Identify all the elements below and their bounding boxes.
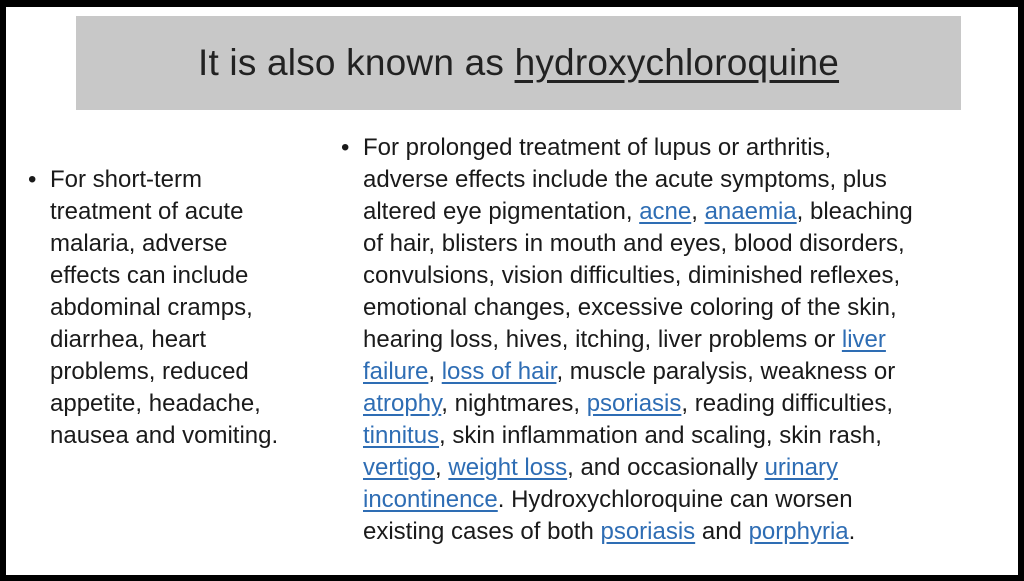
right-bullet-line bbox=[363, 484, 1013, 516]
text-segment: For prolonged treatment of lupus or arthritis, bbox=[363, 134, 832, 161]
right-bullet-line bbox=[363, 196, 1013, 228]
text-segment: , nightmares, bbox=[441, 390, 587, 417]
link-porphyria[interactable]: porphyria bbox=[748, 518, 849, 545]
left-bullet-line: appetite, headache, bbox=[50, 390, 261, 417]
left-bullet-line: nausea and vomiting. bbox=[50, 422, 279, 449]
right-bullet-line bbox=[363, 420, 1013, 452]
right-bullet-line bbox=[363, 516, 1013, 548]
text-segment: of hair, blisters in mouth and eyes, blood disorders, bbox=[363, 230, 905, 257]
link-liver[interactable]: liver bbox=[841, 326, 886, 353]
text-segment: , and occasionally bbox=[567, 454, 765, 481]
link-anaemia[interactable]: anaemia bbox=[704, 198, 797, 225]
right-bullet-line bbox=[363, 292, 1013, 324]
left-bullet-line: problems, reduced bbox=[50, 358, 249, 385]
text-segment: , muscle paralysis, weakness or bbox=[556, 358, 896, 385]
link-failure[interactable]: failure bbox=[363, 358, 429, 385]
text-segment: altered eye pigmentation, bbox=[363, 198, 640, 225]
link-psoriasis[interactable]: psoriasis bbox=[600, 518, 696, 545]
left-bullet-line: effects can include bbox=[50, 262, 249, 289]
link-vertigo[interactable]: vertigo bbox=[363, 454, 436, 481]
link-loss-of-hair[interactable]: loss of hair bbox=[441, 358, 557, 385]
right-bullet-item bbox=[341, 132, 1013, 548]
slide-title bbox=[198, 42, 839, 84]
left-bullet-text bbox=[50, 164, 328, 452]
title-bar bbox=[76, 16, 961, 110]
text-segment: , bbox=[435, 454, 449, 481]
text-segment: . bbox=[848, 518, 856, 545]
bullet-dot-icon: • bbox=[28, 166, 37, 193]
right-bullet-line bbox=[363, 260, 1013, 292]
left-bullet-list bbox=[28, 164, 328, 452]
left-bullet-line: abdominal cramps, bbox=[50, 294, 253, 321]
right-bullet-line bbox=[363, 164, 1013, 196]
right-bullet-line bbox=[363, 388, 1013, 420]
left-bullet-line: treatment of acute bbox=[50, 198, 244, 225]
left-bullet-item bbox=[28, 164, 328, 452]
text-segment: adverse effects include the acute symptoms, plus bbox=[363, 166, 887, 193]
link-psoriasis[interactable]: psoriasis bbox=[586, 390, 682, 417]
link-weight-loss[interactable]: weight loss bbox=[448, 454, 568, 481]
right-bullet-line bbox=[363, 356, 1013, 388]
text-segment: hearing loss, hives, itching, liver problems or bbox=[363, 326, 842, 353]
text-segment: , skin inflammation and scaling, skin rash, bbox=[439, 422, 882, 449]
link-urinary[interactable]: urinary bbox=[764, 454, 838, 481]
right-bullet-text bbox=[363, 132, 1013, 548]
left-bullet-line: For short-term bbox=[50, 166, 203, 193]
text-segment: . Hydroxychloroquine can worsen bbox=[497, 486, 853, 513]
text-segment: , bbox=[428, 358, 442, 385]
link-atrophy[interactable]: atrophy bbox=[363, 390, 442, 417]
link-tinnitus[interactable]: tinnitus bbox=[363, 422, 440, 449]
left-bullet-line: malaria, adverse bbox=[50, 230, 228, 257]
bullet-dot-icon: • bbox=[341, 134, 350, 161]
left-bullet-line: diarrhea, heart bbox=[50, 326, 207, 353]
title-underlined-term: hydroxychloroquine bbox=[514, 42, 840, 83]
right-bullet-list bbox=[341, 132, 1013, 548]
right-bullet-line bbox=[363, 324, 1013, 356]
right-bullet-line bbox=[363, 228, 1013, 260]
right-bullet-line bbox=[363, 452, 1013, 484]
text-segment: , reading difficulties, bbox=[681, 390, 894, 417]
text-segment: and bbox=[695, 518, 749, 545]
text-segment: convulsions, vision difficulties, diminished reflexes, bbox=[363, 262, 901, 289]
text-segment: , bleaching bbox=[796, 198, 913, 225]
slide bbox=[6, 7, 1018, 575]
text-segment: emotional changes, excessive coloring of the skin, bbox=[363, 294, 897, 321]
title-prefix: It is also known as bbox=[197, 42, 515, 83]
right-bullet-line bbox=[363, 132, 1013, 164]
text-segment: , bbox=[691, 198, 705, 225]
link-acne[interactable]: acne bbox=[639, 198, 692, 225]
link-incontinence[interactable]: incontinence bbox=[363, 486, 498, 513]
text-segment: existing cases of both bbox=[363, 518, 601, 545]
